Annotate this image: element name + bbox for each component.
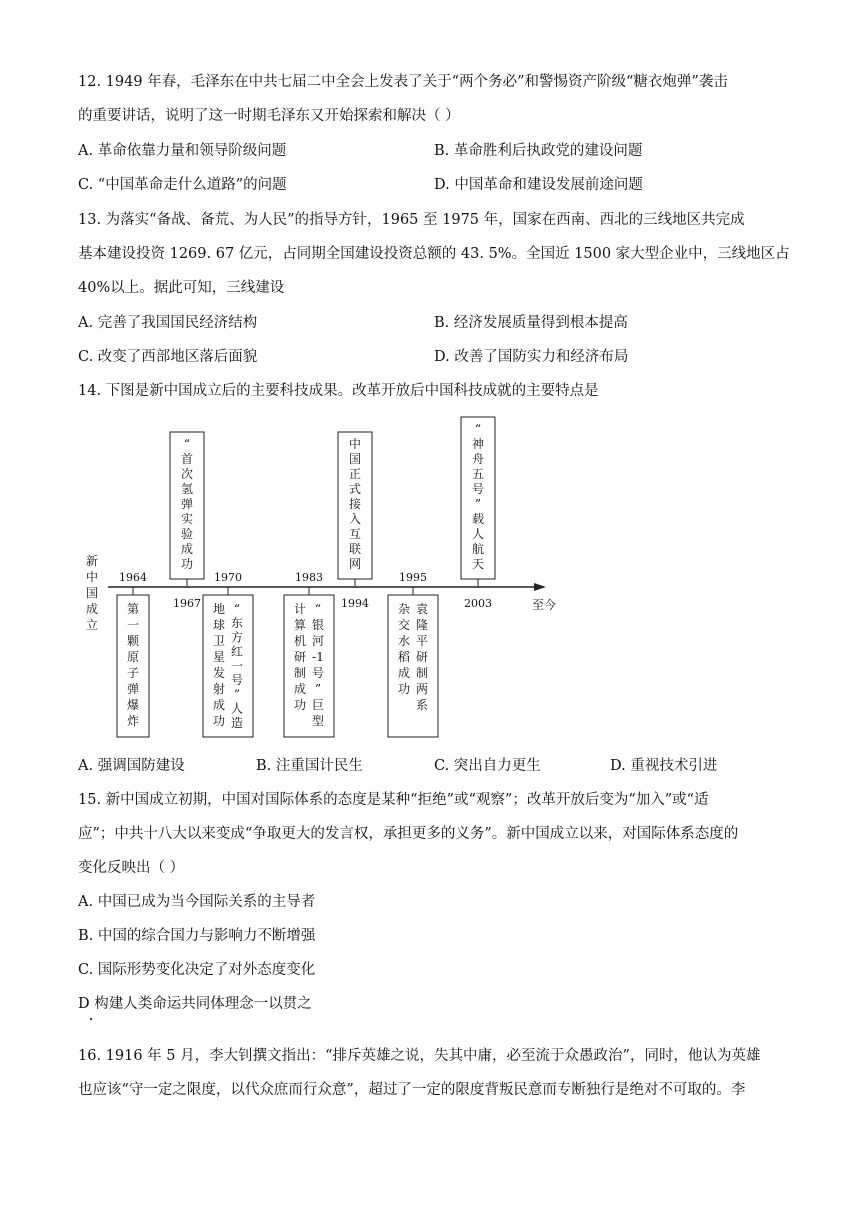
stray-dot <box>90 1018 92 1020</box>
event-char: -1 <box>312 650 324 664</box>
event-char: 成 <box>397 666 411 680</box>
event-char: 成 <box>180 542 194 556</box>
q13-option-d: D. 改善了国防实力和经济布局 <box>434 349 629 365</box>
event-char: 神 <box>471 437 485 451</box>
event-char: 接 <box>348 497 362 511</box>
event-char: “ <box>314 602 322 616</box>
q14-option-a: A. 强调国防建设 <box>78 758 185 774</box>
event-char: 机 <box>293 634 307 648</box>
event-char: 河 <box>311 634 325 648</box>
q15-option-d: D 构建人类命运共同体理念一以贯之 <box>78 996 312 1012</box>
event-year: 1964 <box>119 571 147 584</box>
event-char: 第 <box>126 602 140 616</box>
timeline-start-label: 新 <box>85 554 99 568</box>
q14-stem: 14. 下图是新中国成立后的主要科技成果。改革开放后中国科技成就的主要特点是 <box>78 383 599 399</box>
event-char: 造 <box>230 715 244 730</box>
event-char: 制 <box>415 666 429 680</box>
event-char: ” <box>233 687 241 702</box>
event-char: 功 <box>212 714 226 728</box>
q15-option-c: C. 国际形势变化决定了对外态度变化 <box>78 962 316 978</box>
event-char: 卫 <box>212 634 226 648</box>
event-char: 制 <box>293 666 307 680</box>
q12-option-c: C. “中国革命走什么道路”的问题 <box>78 177 287 193</box>
event-char: 东 <box>230 616 244 631</box>
timeline-end-label: 至今 <box>531 598 557 612</box>
event-char: 平 <box>415 634 429 648</box>
timeline-start-label: 立 <box>85 618 99 632</box>
event-char: 弹 <box>126 682 140 696</box>
q15-stem-line1: 15. 新中国成立初期，中国对国际体系的态度是某种“拒绝”或“观察”；改革开放后变为“加入”或“适 <box>78 792 709 808</box>
event-char: 网 <box>348 557 362 571</box>
q14-option-b: B. 注重国计民生 <box>256 758 363 774</box>
event-char: “ <box>183 437 191 451</box>
event-char: 弹 <box>180 497 194 511</box>
event-char: 巨 <box>311 698 325 712</box>
q16-stem-line1: 16. 1916 年 5 月，李大钊撰文指出：“排斥英雄之说，失其中庸，必至流于众愚政治”，同时，他认为英雄 <box>78 1048 761 1064</box>
event-year: 1970 <box>214 571 242 584</box>
event-char: 隆 <box>415 618 429 632</box>
event-char: 成 <box>212 698 226 712</box>
event-char: 计 <box>293 602 307 616</box>
event-char: 联 <box>348 542 362 556</box>
timeline-start-label: 中 <box>85 570 99 584</box>
timeline-start-label: 国 <box>85 586 99 600</box>
q14-option-d: D. 重视技术引进 <box>610 758 718 774</box>
event-char: 号 <box>230 673 244 688</box>
event-char: 中 <box>348 437 362 451</box>
event-char: 号 <box>471 482 485 496</box>
event-char: 星 <box>212 650 226 664</box>
q15-stem-line2: 应”；中共十八大以来变成“争取更大的发言权，承担更多的义务”。新中国成立以来，对国际体系态度的 <box>78 826 739 842</box>
event-char: 功 <box>397 682 411 696</box>
event-char: 实 <box>180 512 194 526</box>
timeline-arrow <box>534 583 546 591</box>
event-char: 颗 <box>126 634 140 648</box>
event-char: 五 <box>471 467 485 481</box>
event-char: 地 <box>212 602 226 616</box>
event-year: 1983 <box>295 571 323 584</box>
event-char: 载 <box>471 512 485 526</box>
q15-stem-line3: 变化反映出（ ） <box>78 860 185 876</box>
event-char: 系 <box>415 698 429 712</box>
q13-option-a: A. 完善了我国国民经济结构 <box>78 315 258 331</box>
event-char: 互 <box>348 527 362 541</box>
event-char: 红 <box>230 644 244 659</box>
timeline-start-label: 成 <box>85 602 99 616</box>
event-year: 1967 <box>173 597 201 610</box>
q12-stem-line2: 的重要讲话，说明了这一时期毛泽东又开始探索和解决（ ） <box>78 108 460 124</box>
event-char: 次 <box>180 467 194 481</box>
event-char: 炸 <box>126 714 140 728</box>
event-char: 式 <box>348 482 362 496</box>
event-char: “ <box>474 422 482 436</box>
event-char: 子 <box>126 666 140 680</box>
q12-option-a: A. 革命依靠力量和领导阶级问题 <box>78 143 287 159</box>
event-char: 球 <box>212 618 226 632</box>
q15-option-a: A. 中国已成为当今国际关系的主导者 <box>78 894 316 910</box>
event-char: 一 <box>230 658 244 673</box>
event-box-below <box>388 595 438 737</box>
event-year: 2003 <box>464 597 492 610</box>
event-char: 一 <box>126 618 140 632</box>
q12-stem-line1: 12. 1949 年春，毛泽东在中共七届二中全会上发表了关于“两个务必”和警惕资产阶级“糖衣炮弹”袭击 <box>78 74 728 90</box>
event-char: 方 <box>230 630 244 645</box>
event-box-below <box>203 595 253 737</box>
q12-option-d: D. 中国革命和建设发展前途问题 <box>434 177 643 193</box>
event-char: 发 <box>212 666 226 680</box>
event-char: 功 <box>293 698 307 712</box>
event-char: ” <box>474 497 482 511</box>
event-char: 正 <box>348 467 362 481</box>
event-year: 1995 <box>399 571 427 584</box>
event-char: 舟 <box>471 452 485 466</box>
event-char: 银 <box>311 618 325 632</box>
event-char: 算 <box>293 618 307 632</box>
event-char: 国 <box>348 452 362 466</box>
event-char: 验 <box>180 527 194 541</box>
q13-stem-line3: 40%以上。据此可知，三线建设 <box>78 280 285 296</box>
event-char: 稻 <box>397 650 411 664</box>
event-char: 射 <box>212 682 226 696</box>
q12-option-b: B. 革命胜利后执政党的建设问题 <box>434 143 643 159</box>
event-char: 型 <box>311 714 325 728</box>
event-char: 研 <box>293 650 307 664</box>
event-char: 成 <box>293 682 307 696</box>
event-char: 研 <box>415 650 429 664</box>
event-char: “ <box>233 602 241 616</box>
event-char: 人 <box>230 701 244 716</box>
event-char: ” <box>314 682 322 696</box>
q13-option-b: B. 经济发展质量得到根本提高 <box>434 315 628 331</box>
q16-stem-line2: 也应该“守一定之限度，以代众庶而行众意”，超过了一定的限度背叛民意而专断独行是绝对不可取的。李 <box>78 1082 746 1098</box>
event-char: 氢 <box>180 482 194 496</box>
q13-stem-line2: 基本建设投资 1269. 67 亿元，占同期全国建设投资总额的 43. 5%。全国近 1500 家大型企业中，三线地区占 <box>78 246 790 262</box>
event-box-below <box>284 595 334 737</box>
event-char: 爆 <box>126 698 140 712</box>
event-char: 交 <box>397 618 411 632</box>
event-char: 航 <box>471 542 485 556</box>
event-year: 1994 <box>341 597 369 610</box>
event-char: 首 <box>180 452 194 466</box>
event-char: 水 <box>397 634 411 648</box>
q15-option-b: B. 中国的综合国力与影响力不断增强 <box>78 928 316 944</box>
q13-stem-line1: 13. 为落实“备战、备荒、为人民”的指导方针，1965 至 1975 年，国家在西南、西北的三线地区共完成 <box>78 212 745 228</box>
event-char: 功 <box>180 557 194 571</box>
q14-option-c: C. 突出自力更生 <box>434 758 541 774</box>
event-char: 原 <box>126 650 140 664</box>
event-char: 天 <box>471 557 485 571</box>
q13-option-c: C. 改变了西部地区落后面貌 <box>78 349 258 365</box>
event-char: 袁 <box>415 602 429 616</box>
event-char: 号 <box>311 666 325 680</box>
event-char: 人 <box>471 527 485 541</box>
event-char: 入 <box>348 512 362 526</box>
event-char: 杂 <box>397 602 411 616</box>
tech-achievement-timeline <box>80 415 570 745</box>
event-char: 两 <box>415 682 429 696</box>
